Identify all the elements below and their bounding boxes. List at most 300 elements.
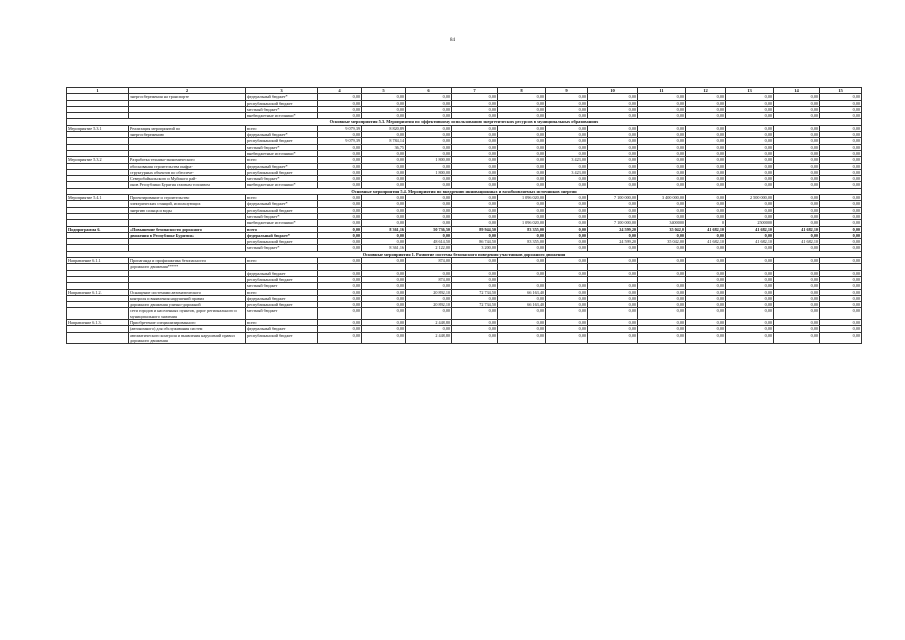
amount-cell: 0,00 bbox=[362, 319, 406, 325]
amount-cell: 0,00 bbox=[546, 213, 588, 219]
amount-cell: 0,00 bbox=[686, 100, 726, 106]
column-header: 6 bbox=[406, 88, 452, 94]
amount-cell: 0,00 bbox=[820, 100, 862, 106]
amount-cell: 0,00 bbox=[638, 100, 686, 106]
amount-cell: 0,00 bbox=[588, 232, 638, 238]
amount-cell: 0,00 bbox=[546, 295, 588, 301]
amount-cell: 0,00 bbox=[588, 302, 638, 308]
measure-code-cell: Подпрограмма 6. bbox=[67, 226, 129, 232]
amount-cell: 0,00 bbox=[638, 176, 686, 182]
amount-cell: 0,00 bbox=[726, 138, 774, 144]
column-header: 11 bbox=[638, 88, 686, 94]
amount-cell: 0,00 bbox=[686, 245, 726, 251]
funding-source-cell: всего bbox=[246, 157, 318, 163]
amount-cell: 0,00 bbox=[686, 270, 726, 276]
amount-cell: 3 200,00 bbox=[452, 245, 498, 251]
funding-source-cell: местный бюджет* bbox=[246, 176, 318, 182]
amount-cell: 1 800,00 bbox=[406, 157, 452, 163]
amount-cell: 0,00 bbox=[686, 94, 726, 100]
measure-code-cell: Мероприятие 5.3.1 bbox=[67, 125, 129, 131]
amount-cell: 0,00 bbox=[452, 220, 498, 226]
amount-cell: 0,00 bbox=[638, 169, 686, 175]
amount-cell: 0,00 bbox=[820, 138, 862, 144]
table-body bbox=[67, 88, 862, 344]
amount-cell: 0,00 bbox=[498, 113, 546, 119]
amount-cell: 7 100 000,00 bbox=[588, 220, 638, 226]
funding-source-cell: республиканский бюджет bbox=[246, 332, 318, 344]
amount-cell: 0,00 bbox=[588, 163, 638, 169]
funding-source-cell: местный бюджет* bbox=[246, 213, 318, 219]
amount-cell: 20 892,10 bbox=[406, 302, 452, 308]
amount-cell: 0,00 bbox=[638, 144, 686, 150]
funding-source-cell: федеральный бюджет* bbox=[246, 163, 318, 169]
amount-cell: 0,00 bbox=[638, 150, 686, 156]
amount-cell: 0,00 bbox=[546, 326, 588, 332]
amount-cell: 0,00 bbox=[362, 213, 406, 219]
amount-cell: 2 122,00 bbox=[406, 245, 452, 251]
column-header: 2 bbox=[129, 88, 246, 94]
amount-cell: 0,00 bbox=[726, 94, 774, 100]
column-header: 9 bbox=[546, 88, 588, 94]
amount-cell: 0,00 bbox=[318, 144, 362, 150]
amount-cell: 0,00 bbox=[820, 302, 862, 308]
amount-cell: 0,00 bbox=[726, 132, 774, 138]
amount-cell: 0,00 bbox=[726, 100, 774, 106]
amount-cell: 0,00 bbox=[726, 169, 774, 175]
amount-cell: 66 163,40 bbox=[498, 302, 546, 308]
measure-name-cell: автоматического контроля и выявления нарушений правил дорожного движения bbox=[129, 332, 246, 344]
amount-cell: 0,00 bbox=[774, 326, 820, 332]
funding-source-cell: республиканский бюджет bbox=[246, 138, 318, 144]
funding-source-cell: всего bbox=[246, 125, 318, 131]
amount-cell: 0,00 bbox=[820, 176, 862, 182]
amount-cell: 0,00 bbox=[498, 326, 546, 332]
amount-cell: 0,00 bbox=[638, 106, 686, 112]
budget-table bbox=[66, 87, 862, 344]
amount-cell: 48 614,50 bbox=[406, 239, 452, 245]
amount-cell: 0,00 bbox=[546, 239, 588, 245]
amount-cell: 0,00 bbox=[406, 163, 452, 169]
amount-cell: 0,00 bbox=[820, 195, 862, 201]
column-header: 3 bbox=[246, 88, 318, 94]
amount-cell: 0,00 bbox=[452, 232, 498, 238]
amount-cell: 0 bbox=[686, 220, 726, 226]
amount-cell: 0,00 bbox=[726, 106, 774, 112]
amount-cell: 0,00 bbox=[406, 150, 452, 156]
measure-code-cell bbox=[67, 332, 129, 344]
amount-cell: 0,00 bbox=[588, 213, 638, 219]
amount-cell: 0,00 bbox=[726, 232, 774, 238]
amount-cell: 0,00 bbox=[638, 319, 686, 325]
amount-cell: 0,00 bbox=[452, 163, 498, 169]
amount-cell: 72 734,50 bbox=[452, 289, 498, 295]
column-header: 8 bbox=[498, 88, 546, 94]
amount-cell: 0,00 bbox=[546, 308, 588, 320]
amount-cell: 0,00 bbox=[774, 283, 820, 289]
amount-cell: 0,00 bbox=[546, 245, 588, 251]
section-heading: Основные мероприятия 5.4. Мероприятия по внедрению инновационных и возобновляемых источников энергии bbox=[67, 188, 862, 194]
amount-cell: 0,00 bbox=[362, 176, 406, 182]
amount-cell: 0,00 bbox=[726, 295, 774, 301]
amount-cell: 0,00 bbox=[318, 270, 362, 276]
amount-cell: 8 820,89 bbox=[362, 125, 406, 131]
funding-source-cell: всего bbox=[246, 226, 318, 232]
amount-cell: 0,00 bbox=[452, 283, 498, 289]
amount-cell: 0,00 bbox=[406, 182, 452, 188]
funding-source-cell: федеральный бюджет* bbox=[246, 232, 318, 238]
amount-cell: 0,00 bbox=[452, 94, 498, 100]
amount-cell: 0,00 bbox=[638, 163, 686, 169]
amount-cell: 0,00 bbox=[546, 270, 588, 276]
amount-cell: 0,00 bbox=[588, 113, 638, 119]
amount-cell: 35 042,0 bbox=[638, 226, 686, 232]
amount-cell: 0,00 bbox=[588, 295, 638, 301]
amount-cell: 24 599,20 bbox=[588, 239, 638, 245]
amount-cell: 0,00 bbox=[774, 125, 820, 131]
amount-cell: 0,00 bbox=[774, 182, 820, 188]
amount-cell: 0,00 bbox=[820, 207, 862, 213]
amount-cell: 0,00 bbox=[726, 319, 774, 325]
amount-cell: 0,00 bbox=[686, 169, 726, 175]
amount-cell: 0,00 bbox=[362, 276, 406, 282]
amount-cell: 874,00 bbox=[406, 258, 452, 264]
amount-cell: 0,00 bbox=[588, 150, 638, 156]
amount-cell: 0,00 bbox=[686, 258, 726, 264]
funding-source-cell: федеральный бюджет bbox=[246, 295, 318, 301]
column-header: 15 bbox=[820, 88, 862, 94]
amount-cell: 0,00 bbox=[726, 308, 774, 320]
amount-cell: 0,00 bbox=[318, 213, 362, 219]
amount-cell: 0,00 bbox=[362, 195, 406, 201]
amount-cell: 0,00 bbox=[546, 220, 588, 226]
amount-cell: 0,00 bbox=[820, 163, 862, 169]
amount-cell: 3 423,00 bbox=[546, 157, 588, 163]
column-header: 14 bbox=[774, 88, 820, 94]
amount-cell: 0,00 bbox=[362, 302, 406, 308]
measure-name-cell: движения в Республике Бурятия» bbox=[129, 232, 246, 238]
measure-code-cell: Направление 6.1.3. bbox=[67, 319, 129, 325]
funding-source-cell: республиканский бюджет bbox=[246, 276, 318, 282]
amount-cell: 0,00 bbox=[452, 295, 498, 301]
amount-cell: 0,00 bbox=[406, 220, 452, 226]
amount-cell: 0,00 bbox=[498, 201, 546, 207]
amount-cell: 0,00 bbox=[546, 150, 588, 156]
amount-cell: 0,00 bbox=[452, 270, 498, 276]
amount-cell: 0,00 bbox=[774, 144, 820, 150]
amount-cell: 0,00 bbox=[318, 100, 362, 106]
amount-cell: 0,00 bbox=[774, 302, 820, 308]
amount-cell: 0,00 bbox=[820, 157, 862, 163]
amount-cell: 3 400 000,00 bbox=[638, 195, 686, 201]
amount-cell: 0,00 bbox=[362, 106, 406, 112]
amount-cell: 0,00 bbox=[686, 213, 726, 219]
amount-cell: 0,00 bbox=[406, 195, 452, 201]
amount-cell: 0,00 bbox=[638, 283, 686, 289]
amount-cell: 0,00 bbox=[452, 106, 498, 112]
amount-cell: 0,00 bbox=[318, 195, 362, 201]
amount-cell: 0,00 bbox=[820, 308, 862, 320]
amount-cell: 0,00 bbox=[498, 182, 546, 188]
amount-cell: 0,00 bbox=[318, 232, 362, 238]
amount-cell: 0,00 bbox=[820, 106, 862, 112]
amount-cell: 0,00 bbox=[820, 326, 862, 332]
measure-name-cell: структурных объектов по обеспече- bbox=[129, 169, 246, 175]
amount-cell: 0,00 bbox=[546, 113, 588, 119]
amount-cell: 0,00 bbox=[686, 106, 726, 112]
amount-cell: 0,00 bbox=[318, 169, 362, 175]
amount-cell: 0,00 bbox=[452, 201, 498, 207]
amount-cell: 0,00 bbox=[774, 201, 820, 207]
amount-cell: 0,00 bbox=[362, 132, 406, 138]
amount-cell: 0,00 bbox=[686, 332, 726, 344]
column-header: 13 bbox=[726, 88, 774, 94]
amount-cell: 0,00 bbox=[452, 308, 498, 320]
amount-cell: 0,00 bbox=[318, 176, 362, 182]
amount-cell: 0,00 bbox=[686, 150, 726, 156]
measure-code-cell bbox=[67, 308, 129, 320]
amount-cell: 0,00 bbox=[686, 125, 726, 131]
measure-name-cell: Пропаганда и профилактика безопасности bbox=[129, 258, 246, 264]
amount-cell: 0,00 bbox=[318, 295, 362, 301]
amount-cell: 0,00 bbox=[774, 308, 820, 320]
amount-cell: 0,00 bbox=[546, 201, 588, 207]
amount-cell: 0,00 bbox=[498, 308, 546, 320]
amount-cell: 0,00 bbox=[820, 94, 862, 100]
amount-cell: 0,00 bbox=[820, 319, 862, 325]
funding-source-cell: местный бюджет bbox=[246, 283, 318, 289]
amount-cell: 0,00 bbox=[686, 113, 726, 119]
amount-cell: 0,00 bbox=[774, 176, 820, 182]
amount-cell: 0,00 bbox=[498, 176, 546, 182]
amount-cell: 0,00 bbox=[452, 138, 498, 144]
amount-cell: 0,00 bbox=[726, 207, 774, 213]
amount-cell: 0,00 bbox=[318, 289, 362, 295]
funding-source-cell: федеральный бюджет* bbox=[246, 132, 318, 138]
amount-cell: 0,00 bbox=[638, 132, 686, 138]
amount-cell: 0,00 bbox=[638, 245, 686, 251]
amount-cell: 0,00 bbox=[498, 270, 546, 276]
amount-cell: 0,00 bbox=[546, 163, 588, 169]
amount-cell: 0,00 bbox=[686, 319, 726, 325]
amount-cell: 0,00 bbox=[588, 245, 638, 251]
amount-cell: 0,00 bbox=[452, 276, 498, 282]
amount-cell: 0,00 bbox=[588, 157, 638, 163]
amount-cell: 0,00 bbox=[774, 138, 820, 144]
amount-cell: 0,00 bbox=[686, 207, 726, 213]
amount-cell: 0,00 bbox=[686, 157, 726, 163]
amount-cell: 0,00 bbox=[774, 270, 820, 276]
amount-cell: 0,00 bbox=[588, 308, 638, 320]
amount-cell: 0,00 bbox=[726, 182, 774, 188]
funding-source-cell: местный бюджет bbox=[246, 308, 318, 320]
amount-cell: 0,00 bbox=[686, 132, 726, 138]
amount-cell: 0,00 bbox=[406, 94, 452, 100]
amount-cell: 0,00 bbox=[686, 232, 726, 238]
funding-source-cell: местный бюджет* bbox=[246, 245, 318, 251]
measure-name-cell: Реализация мероприятий по bbox=[129, 125, 246, 131]
measure-code-cell: Мероприятие 5.4.1 bbox=[67, 195, 129, 201]
amount-cell: 0,00 bbox=[362, 232, 406, 238]
amount-cell: 3 423,00 bbox=[546, 169, 588, 175]
amount-cell: 0,00 bbox=[406, 100, 452, 106]
amount-cell: 0,00 bbox=[726, 326, 774, 332]
amount-cell: 0,00 bbox=[318, 157, 362, 163]
amount-cell: 0,00 bbox=[546, 258, 588, 264]
amount-cell: 0,00 bbox=[406, 125, 452, 131]
amount-cell: 0,00 bbox=[406, 295, 452, 301]
amount-cell: 0,00 bbox=[686, 138, 726, 144]
amount-cell: 0,00 bbox=[362, 150, 406, 156]
amount-cell: 0,00 bbox=[638, 308, 686, 320]
amount-cell: 874,00 bbox=[406, 276, 452, 282]
amount-cell: 0,00 bbox=[406, 106, 452, 112]
amount-cell: 0,00 bbox=[820, 182, 862, 188]
amount-cell: 41 682,10 bbox=[686, 239, 726, 245]
amount-cell: 0,00 bbox=[820, 276, 862, 282]
amount-cell: 0,00 bbox=[820, 169, 862, 175]
amount-cell: 0,00 bbox=[774, 106, 820, 112]
funding-source-cell: местный бюджет* bbox=[246, 144, 318, 150]
amount-cell: 0,00 bbox=[726, 283, 774, 289]
amount-cell: 0,00 bbox=[638, 157, 686, 163]
amount-cell: 0,00 bbox=[318, 308, 362, 320]
amount-cell: 9 079,39 bbox=[318, 125, 362, 131]
funding-source-cell: всего bbox=[246, 319, 318, 325]
amount-cell: 0,00 bbox=[318, 94, 362, 100]
amount-cell: 0,00 bbox=[318, 276, 362, 282]
amount-cell: 0,00 bbox=[318, 182, 362, 188]
amount-cell: 0,00 bbox=[726, 245, 774, 251]
amount-cell: 0,00 bbox=[774, 150, 820, 156]
amount-cell: 0,00 bbox=[498, 150, 546, 156]
amount-cell: 0,00 bbox=[588, 332, 638, 344]
amount-cell: 0,00 bbox=[588, 106, 638, 112]
amount-cell: 0,00 bbox=[820, 113, 862, 119]
amount-cell: 0,00 bbox=[686, 176, 726, 182]
amount-cell: 0,00 bbox=[498, 283, 546, 289]
amount-cell: 0,00 bbox=[362, 94, 406, 100]
amount-cell: 0,00 bbox=[588, 270, 638, 276]
funding-source-cell: федеральный бюджет* bbox=[246, 94, 318, 100]
amount-cell: 0,00 bbox=[406, 213, 452, 219]
amount-cell: 0,00 bbox=[546, 302, 588, 308]
amount-cell: 0,00 bbox=[498, 319, 546, 325]
amount-cell: 0,00 bbox=[820, 295, 862, 301]
funding-source-cell: всего bbox=[246, 195, 318, 201]
amount-cell: 0,00 bbox=[498, 144, 546, 150]
amount-cell: 20 892,10 bbox=[406, 289, 452, 295]
funding-source-cell: внебюджетные источники* bbox=[246, 220, 318, 226]
measure-name-cell: Разработка технико-экономического bbox=[129, 157, 246, 163]
amount-cell: 0,00 bbox=[318, 220, 362, 226]
funding-source-cell: внебюджетные источники* bbox=[246, 182, 318, 188]
amount-cell: 0,00 bbox=[452, 326, 498, 332]
amount-cell: 0,00 bbox=[726, 302, 774, 308]
amount-cell: 0,00 bbox=[546, 283, 588, 289]
amount-cell: 0,00 bbox=[686, 276, 726, 282]
amount-cell: 0,00 bbox=[638, 201, 686, 207]
amount-cell: 0,00 bbox=[498, 106, 546, 112]
funding-source-cell: республиканский бюджет bbox=[246, 302, 318, 308]
amount-cell: 0,00 bbox=[820, 270, 862, 276]
amount-cell: 2 448,80 bbox=[406, 319, 452, 325]
amount-cell: 0,00 bbox=[452, 150, 498, 156]
amount-cell: 0,00 bbox=[498, 100, 546, 106]
measure-name-cell: Проектирование и строительство bbox=[129, 195, 246, 201]
amount-cell: 0,00 bbox=[774, 195, 820, 201]
amount-cell: 0,00 bbox=[638, 289, 686, 295]
amount-cell: 0,00 bbox=[318, 201, 362, 207]
amount-cell: 0,00 bbox=[820, 150, 862, 156]
amount-cell: 0,00 bbox=[452, 144, 498, 150]
amount-cell: 0,00 bbox=[318, 207, 362, 213]
amount-cell: 0,00 bbox=[588, 176, 638, 182]
amount-cell: 9 079,39 bbox=[318, 138, 362, 144]
measure-name-cell: онов Республики Бурятия газовым топливом bbox=[129, 182, 246, 188]
section-heading: Основные мероприятия 5.3. Мероприятия по эффективному использованию энергетических ресурсов в муниципальных образованиях bbox=[67, 119, 862, 125]
amount-cell: 0,00 bbox=[406, 232, 452, 238]
amount-cell: 0,00 bbox=[638, 113, 686, 119]
amount-cell: 0,00 bbox=[362, 220, 406, 226]
amount-cell: 0,00 bbox=[588, 125, 638, 131]
amount-cell: 0,00 bbox=[318, 332, 362, 344]
amount-cell: 0,00 bbox=[498, 295, 546, 301]
amount-cell: 0,00 bbox=[546, 100, 588, 106]
amount-cell: 0,00 bbox=[406, 326, 452, 332]
amount-cell: 0,00 bbox=[638, 94, 686, 100]
amount-cell: 0,00 bbox=[406, 138, 452, 144]
funding-source-cell: всего bbox=[246, 289, 318, 295]
funding-source-cell: республиканский бюджет bbox=[246, 207, 318, 213]
amount-cell: 0,00 bbox=[546, 332, 588, 344]
column-header: 1 bbox=[67, 88, 129, 94]
amount-cell: 0,00 bbox=[406, 270, 452, 276]
amount-cell: 0,00 bbox=[820, 283, 862, 289]
funding-source-cell: федеральный бюджет bbox=[246, 326, 318, 332]
amount-cell: 0,00 bbox=[774, 213, 820, 219]
amount-cell: 0,00 bbox=[452, 213, 498, 219]
amount-cell: 0,00 bbox=[774, 163, 820, 169]
amount-cell: 41 682,10 bbox=[686, 226, 726, 232]
amount-cell: 0,00 bbox=[406, 283, 452, 289]
amount-cell: 0,00 bbox=[546, 176, 588, 182]
amount-cell: 0,00 bbox=[498, 332, 546, 344]
amount-cell: 0,00 bbox=[318, 239, 362, 245]
amount-cell: 0,00 bbox=[362, 113, 406, 119]
amount-cell: 0,00 bbox=[638, 207, 686, 213]
amount-cell: 0,00 bbox=[318, 245, 362, 251]
amount-cell: 0,00 bbox=[588, 319, 638, 325]
column-header: 5 bbox=[362, 88, 406, 94]
amount-cell: 0,00 bbox=[498, 138, 546, 144]
amount-cell: 66 163,40 bbox=[498, 289, 546, 295]
amount-cell: 0,00 bbox=[546, 125, 588, 131]
amount-cell: 0,00 bbox=[318, 113, 362, 119]
amount-cell: 0,00 bbox=[726, 332, 774, 344]
amount-cell: 0,00 bbox=[726, 270, 774, 276]
amount-cell: 0,00 bbox=[774, 258, 820, 264]
measure-name-cell: энергосбережению bbox=[129, 132, 246, 138]
amount-cell: 0,00 bbox=[588, 144, 638, 150]
amount-cell: 0,00 bbox=[774, 113, 820, 119]
amount-cell: 0,00 bbox=[546, 106, 588, 112]
amount-cell: 0,00 bbox=[452, 113, 498, 119]
amount-cell: 0,00 bbox=[498, 169, 546, 175]
amount-cell: 0,00 bbox=[546, 182, 588, 188]
amount-cell: 0,00 bbox=[588, 201, 638, 207]
measure-name-cell: дорожного движения улично-дорожной bbox=[129, 302, 246, 308]
measure-name-cell: Оснащение системами автоматического bbox=[129, 289, 246, 295]
